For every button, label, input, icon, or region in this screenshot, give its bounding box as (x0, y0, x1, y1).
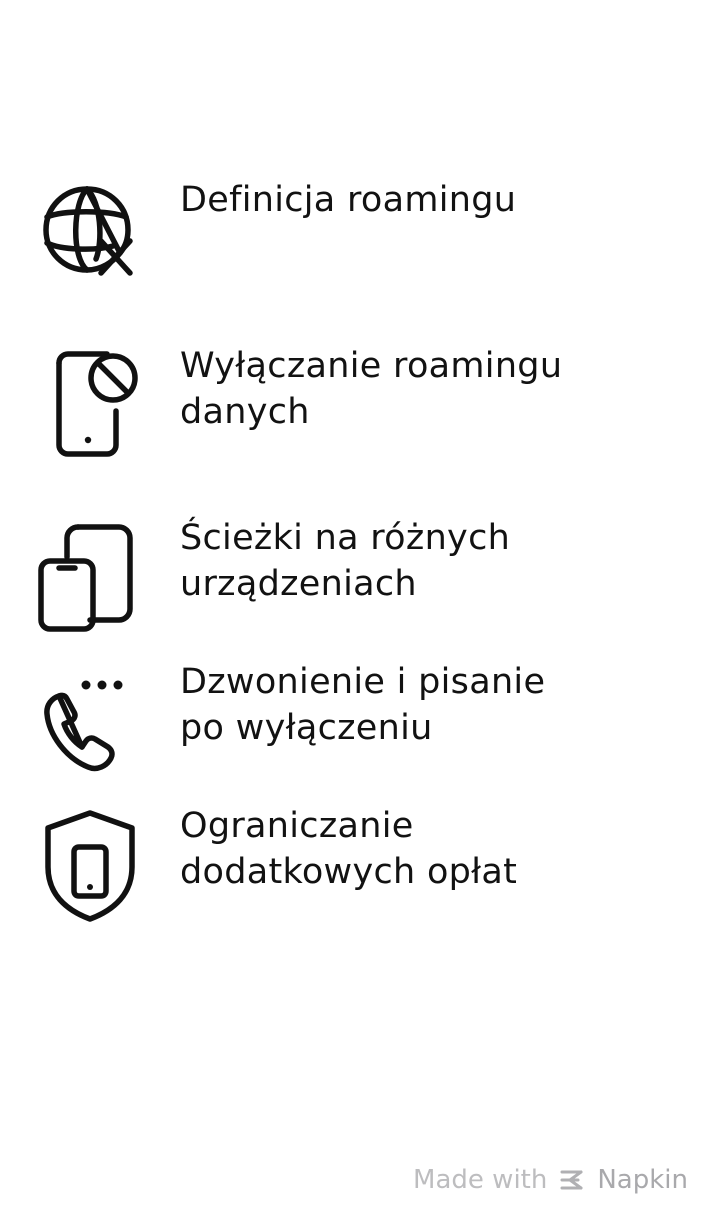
napkin-brand-label: Napkin (597, 1165, 688, 1195)
phone-call-dots-icon (0, 657, 180, 783)
list-item[interactable] (0, 801, 720, 927)
list-item[interactable] (0, 175, 720, 289)
list-item[interactable] (0, 341, 720, 465)
icon-list (0, 175, 720, 927)
list-item-label: Definicja roamingu (180, 180, 517, 220)
phone-blocked-icon (0, 341, 180, 465)
shield-phone-icon (0, 801, 180, 927)
devices-phone-tablet-icon (0, 513, 180, 639)
napkin-logo-icon (557, 1166, 587, 1194)
list-item-label: Wyłączanie roamingu danych (180, 346, 563, 433)
list-item-label: Ścieżki na różnych urządzeniach (180, 518, 511, 605)
globe-crossed-icon (0, 175, 180, 289)
napkin-watermark (413, 1165, 688, 1195)
list-item[interactable] (0, 657, 720, 783)
made-with-label: Made with (413, 1165, 548, 1195)
list-item-label: Dzwonienie i pisanie po wyłączeniu (180, 662, 546, 749)
list-item[interactable] (0, 513, 720, 639)
list-item-label: Ograniczanie dodatkowych opłat (180, 806, 518, 893)
